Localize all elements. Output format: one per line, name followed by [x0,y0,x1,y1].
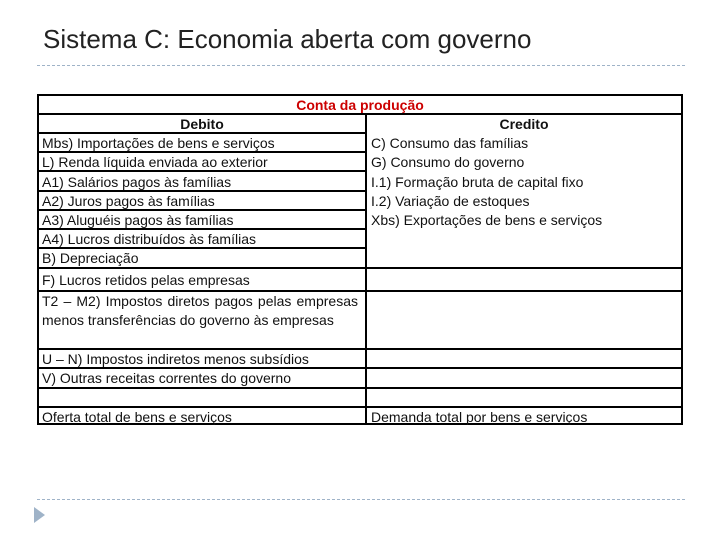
debit-item: A3) Aluguéis pagos às famílias [42,212,234,228]
debit-item: A1) Salários pagos às famílias [42,174,232,190]
table-caption: Conta da produção [296,97,424,113]
debit-item: U – N) Impostos indiretos menos subsídios [42,351,309,367]
debit-item: B) Depreciação [42,250,139,266]
debit-item: A4) Lucros distribuídos às famílias [42,231,256,247]
debit-header: Debito [180,116,224,132]
credit-item: Xbs) Exportações de bens e serviços [371,212,603,228]
credit-item: I.2) Variação de estoques [371,193,530,209]
debit-item: F) Lucros retidos pelas empresas [42,272,250,288]
total-debit: Oferta total de bens e serviços [42,409,232,425]
credit-item: G) Consumo do governo [371,154,525,170]
debit-item: Mbs) Importações de bens e serviços [42,135,275,151]
credit-item: I.1) Formação bruta de capital fixo [371,174,584,190]
divider-top [37,65,685,66]
debit-item: A2) Juros pagos às famílias [42,193,215,209]
credit-header: Credito [499,116,549,132]
production-account-table [37,94,683,425]
debit-item: L) Renda líquida enviada ao exterior [42,154,268,170]
divider-bottom [37,499,685,500]
total-credit: Demanda total por bens e serviços [371,409,588,425]
credit-item: C) Consumo das famílias [371,135,529,151]
bullet-arrow-icon [34,507,45,523]
debit-item: V) Outras receitas correntes do governo [42,370,292,386]
slide-title: Sistema C: Economia aberta com governo [43,24,532,54]
debit-item: T2 – M2) Impostos diretos pagos pelas empresas menos transferências do governo às empresas [42,293,358,328]
